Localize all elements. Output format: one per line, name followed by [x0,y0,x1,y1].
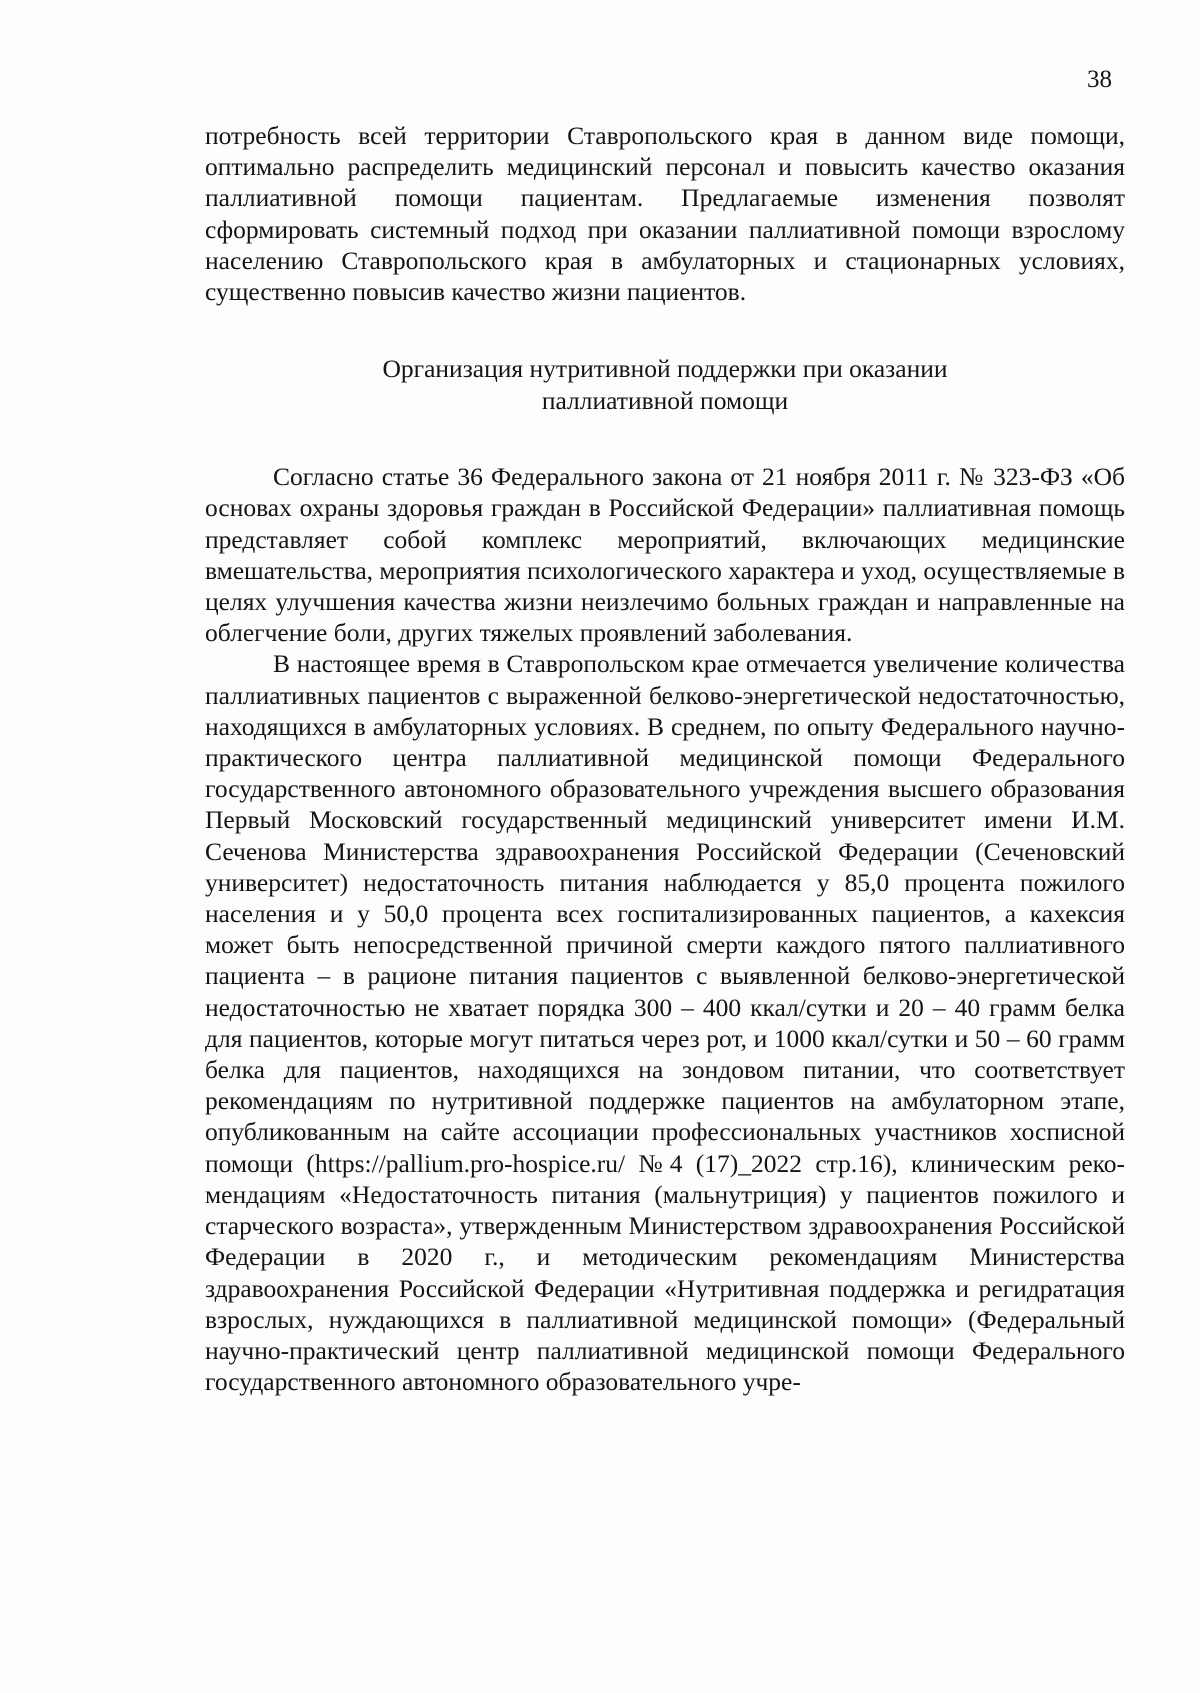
continuation-paragraph: потребность всей территории Ставропольского края в данном виде помощи, оптимально распределить медицинский персонал и повысить качество оказания паллиативной помощи пациентам. Предлагаемые изменения позволят сформировать системный подход при оказании паллиативной помощи взрослому населению Ставропольского края в амбулаторных и стационарных условиях, существенно повысив качество жизни пациентов. [205,121,1125,307]
section-heading-line-1: Организация нутритивной поддержки при оказании [382,354,948,384]
page-number: 38 [1087,66,1112,93]
section-heading-line-2: паллиативной помощи [541,386,789,416]
page-body [205,120,1125,1397]
paragraph-stavropol-nutrition: В настоящее время в Ставропольском крае отмечается увеличение количества паллиативных пациентов с выраженной белково-энергетической недостаточностью, находящихся в амбулаторных условиях. В среднем, по опыту Федерального научно-практического центра паллиативной медицинской помощи Федерального государственного автономного образовательного учреждения высшего образования Первый Московский государственный медицинский университет имени И.М. Сеченова Министерства здравоохранения Российской Федерации (Сеченовский университет) недостаточность питания наблюдается у 85,0 процента пожилого населения и у 50,0 процента всех госпитализированных пациентов, а кахексия может быть непосредственной причиной смерти каждого пятого паллиативного пациента – в рационе питания пациентов с выявленной белково-энергетической недостаточностью не хватает порядка 300 – 400 ккал/сутки и 20 – 40 грамм белка для пациентов, которые могут питаться через рот, и 1000 ккал/сутки и 50 – 60 грамм белка для пациентов, находящихся на зондовом питании, что соответствует рекомендациям по нутритивной поддержке пациентов на амбулаторном этапе, опубликованным на сайте ассоциации профессиональных участников хосписной помощи (https://pallium.pro-hospice.ru/ №4 (17)_2022 стр.16), клиническим рекомендациям «Недостаточность питания (мальнутриция) у пациентов пожилого и старческого возраста», утвержденным Министерством здравоохранения Российской Федерации в 2020 г., и методическим рекомендациям Министерства здравоохранения Российской Федерации «Нутритивная поддержка и регидратация взрослых, нуждающихся в паллиативной медицинской помощи» (Федеральный научно-практический центр паллиативной медицинской помощи Федерального государственного автономного образовательного учре- [205,649,1125,1397]
section-heading [205,353,1125,417]
paragraph-federal-law: Согласно статье 36 Федерального закона от 21 ноября 2011 г. № 323-ФЗ «Об основах охраны здоровья граждан в Российской Федерации» паллиативная помощь представляет собой комплекс мероприятий, включающих медицинские вмешательства, мероприятия психологического характера и уход, осуществляемые в целях улучшения качества жизни неизлечимо больных граждан и направленные на облегчение боли, других тяжелых проявлений заболевания. [205,462,1125,648]
